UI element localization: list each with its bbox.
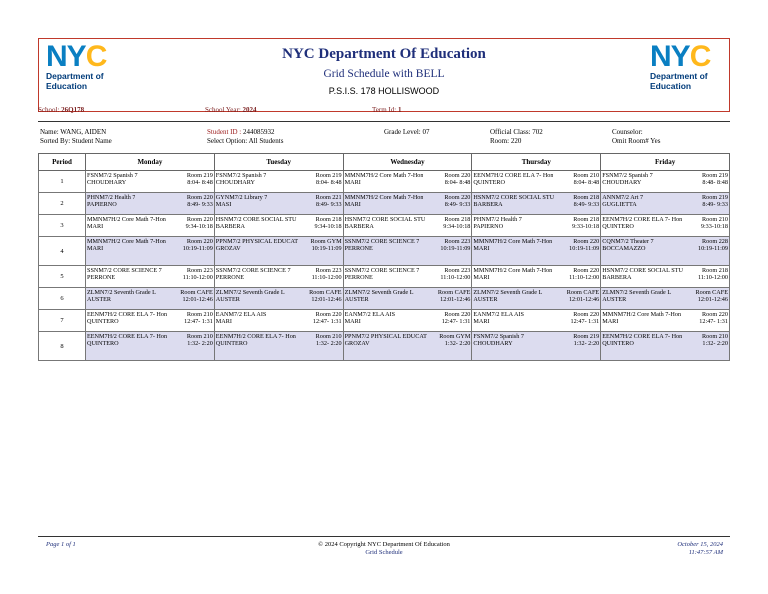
room-number: Room CAFE <box>437 289 471 296</box>
schedule-grid <box>38 153 730 361</box>
class-time: 12:47- 1:31 <box>699 318 728 326</box>
schedule-cell <box>472 310 601 332</box>
room-number: Room 223 <box>315 267 342 274</box>
omit-room-value: Yes <box>650 137 661 145</box>
select-option-value: All Students <box>248 137 284 145</box>
room-number: Room 220 <box>186 194 213 201</box>
schedule-cell <box>343 193 472 215</box>
room-number: Room 220 <box>573 238 600 245</box>
schedule-cell <box>601 266 730 288</box>
room-number: Room 219 <box>702 194 728 201</box>
teacher-name: BARBERA <box>602 274 632 282</box>
class-time: 8:49- 9:33 <box>573 201 600 209</box>
teacher-name: MARI <box>215 318 232 326</box>
teacher-name: MARI <box>87 223 104 231</box>
teacher-name: PERRONE <box>344 274 373 282</box>
teacher-name: QUINTERO <box>87 318 119 326</box>
class-time: 11:10-12:00 <box>182 274 213 282</box>
class-time: 11:10-12:00 <box>569 274 600 282</box>
schedule-cell <box>343 332 472 361</box>
course-name: MMNM7H/2 Core Math 7-Hon <box>87 238 166 245</box>
teacher-name: QUINTERO <box>602 223 634 231</box>
logo-text-line-1: Department of <box>650 71 708 81</box>
school-label: School: <box>38 106 60 114</box>
class-time: 12:47- 1:31 <box>184 318 213 326</box>
period-number: 5 <box>39 266 86 288</box>
period-number: 8 <box>39 332 86 361</box>
schedule-cell <box>214 215 343 237</box>
class-time: 9:33-10:18 <box>572 223 600 231</box>
room-number: Room 210 <box>702 333 728 340</box>
class-time: 12:01-12:46 <box>182 296 213 304</box>
teacher-name: BARBERA <box>344 223 374 231</box>
class-time: 10:19-11:09 <box>311 245 342 253</box>
teacher-name: GROZAV <box>215 245 241 253</box>
class-time: 9:34-10:18 <box>314 223 342 231</box>
teacher-name: AUSTER <box>602 296 627 304</box>
schedule-cell <box>214 332 343 361</box>
course-name: HSNM7/2 CORE SOCIAL STU <box>344 216 426 223</box>
room-number: Room 220 <box>315 311 342 318</box>
teacher-name: MARI <box>344 318 361 326</box>
term-value: 1 <box>397 106 402 114</box>
class-time: 1:32- 2:20 <box>444 340 471 348</box>
grade-block: Grade Level: 07 <box>384 128 430 136</box>
course-name: MMNM7H/2 Core Math 7-Hon <box>602 311 682 318</box>
teacher-name: PERRONE <box>215 274 244 282</box>
schedule-cell <box>472 288 601 310</box>
schedule-cell <box>472 215 601 237</box>
class-time: 1:32- 2:20 <box>187 340 213 348</box>
schedule-cell <box>86 266 215 288</box>
student-name-block: Name: WANG, AIDEN Sorted By: Student Name <box>40 128 112 145</box>
official-class-block: Official Class: 702 Room: 220 <box>490 128 543 145</box>
period-number: 1 <box>39 171 86 193</box>
room-number: Room 220 <box>573 311 600 318</box>
room-number: Room 223 <box>444 267 471 274</box>
teacher-name: MARI <box>602 318 619 326</box>
room-number: Room GYM <box>310 238 342 245</box>
teacher-name: GUGLIETTA <box>602 201 637 209</box>
class-time: 10:19-11:09 <box>182 245 213 253</box>
course-name: EENM7H/2 CORE ELA 7- Hon <box>215 333 296 340</box>
schedule-cell <box>343 171 472 193</box>
school-year-info <box>205 106 257 114</box>
room-number: Room CAFE <box>309 289 342 296</box>
teacher-name: PERRONE <box>87 274 116 282</box>
student-id-block: Student ID : 244085932 Select Option: All Students <box>207 128 284 145</box>
room-number: Room 220 <box>444 311 471 318</box>
schedule-cell <box>86 310 215 332</box>
logo-letters: NYC <box>46 40 107 73</box>
teacher-name: CHOUDHARY <box>87 179 127 187</box>
teacher-name: CHOUDHARY <box>602 179 642 187</box>
schedule-cell <box>86 193 215 215</box>
header-monday: Monday <box>86 154 215 171</box>
logo-text-line-1: Department of <box>46 71 104 81</box>
school-year-label: School Year: <box>205 106 241 114</box>
class-time: 1:32- 2:20 <box>702 340 728 348</box>
course-name: SSNM7/2 CORE SCIENCE 7 <box>344 238 420 245</box>
schedule-cell <box>343 266 472 288</box>
class-time: 12:47- 1:31 <box>570 318 600 326</box>
schedule-row <box>39 237 730 266</box>
class-time: 8:48- 8:48 <box>702 179 728 187</box>
header-tuesday: Tuesday <box>214 154 343 171</box>
class-time: 8:49- 9:33 <box>702 201 728 209</box>
course-name: SSNM7/2 CORE SCIENCE 7 <box>87 267 162 274</box>
schedule-cell <box>343 310 472 332</box>
report-name: Grid Schedule <box>365 549 403 556</box>
grid-header-row <box>39 154 730 171</box>
copyright-text: © 2024 Copyright NYC Department Of Education <box>318 541 450 548</box>
room-number: Room 218 <box>444 216 471 223</box>
schedule-cell <box>472 266 601 288</box>
report-subtitle: Grid Schedule with BELL <box>323 68 445 80</box>
teacher-name: AUSTER <box>473 296 498 304</box>
course-name: ZLMN7/2 Seventh Grade L <box>344 289 414 296</box>
teacher-name: MARI <box>344 179 361 187</box>
grade-level: 07 <box>422 128 430 136</box>
class-time: 11:10-12:00 <box>697 274 728 282</box>
course-name: EENM7H/2 CORE ELA 7- Hon <box>602 333 683 340</box>
room-number: Room 223 <box>186 267 213 274</box>
room-number: Room 220 <box>573 267 600 274</box>
course-name: PHNM7/2 Health 7 <box>473 216 522 223</box>
period-number: 3 <box>39 215 86 237</box>
schedule-row <box>39 193 730 215</box>
schedule-cell <box>86 288 215 310</box>
school-info <box>38 106 84 114</box>
room-number: Room 228 <box>702 238 728 245</box>
teacher-name: BARBERA <box>473 201 503 209</box>
course-name: EANM7/2 ELA AIS <box>215 311 267 318</box>
class-time: 12:01-12:46 <box>697 296 728 304</box>
course-name: HSNM7/2 CORE SOCIAL STU <box>215 216 297 223</box>
schedule-cell <box>472 332 601 361</box>
course-name: ZLMN7/2 Seventh Grade L <box>473 289 543 296</box>
class-time: 12:47- 1:31 <box>441 318 471 326</box>
room-number: Room 218 <box>573 216 600 223</box>
course-name: MMNM7H/2 Core Math 7-Hon <box>344 194 424 201</box>
teacher-name: BARBERA <box>215 223 246 231</box>
schedule-cell <box>601 193 730 215</box>
schedule-cell <box>214 266 343 288</box>
schedule-row <box>39 171 730 193</box>
student-id: 244085932 <box>242 128 275 136</box>
class-time: 12:47- 1:31 <box>312 318 342 326</box>
course-name: MMNM7H/2 Core Math 7-Hon <box>473 267 553 274</box>
schedule-cell <box>472 171 601 193</box>
schedule-cell <box>86 237 215 266</box>
class-time: 10:19-11:09 <box>697 245 728 253</box>
schedule-cell <box>343 215 472 237</box>
teacher-name: MARI <box>473 274 490 282</box>
course-name: MMNM7H/2 Core Math 7-Hon <box>87 216 166 223</box>
schedule-cell <box>601 237 730 266</box>
class-time: 10:19-11:09 <box>569 245 600 253</box>
sorted-by-value: Student Name <box>71 137 112 145</box>
class-time: 12:01-12:46 <box>568 296 600 304</box>
schedule-cell <box>86 171 215 193</box>
course-name: GYNM7/2 Library 7 <box>215 194 268 201</box>
schedule-cell <box>601 332 730 361</box>
schedule-cell <box>601 310 730 332</box>
room-number: Room 220 <box>186 238 213 245</box>
print-timestamp <box>677 541 723 557</box>
room-number: Room 220 <box>702 311 728 318</box>
teacher-name: MARI <box>473 318 490 326</box>
teacher-name: QUINTERO <box>473 179 506 187</box>
course-name: HSNM7/2 CORE SOCIAL STU <box>473 194 555 201</box>
teacher-name: BOCCAMAZZO <box>602 245 646 253</box>
room-number: Room 218 <box>315 216 342 223</box>
room-number: Room GYM <box>439 333 471 340</box>
room-number: Room 223 <box>444 238 471 245</box>
class-time: 8:49- 9:33 <box>315 201 342 209</box>
room-number: Room 210 <box>186 311 213 318</box>
school-year-value: 2024 <box>242 106 257 114</box>
schedule-cell <box>343 237 472 266</box>
teacher-name: QUINTERO <box>602 340 634 348</box>
room-number: Room 219 <box>573 333 600 340</box>
class-time: 9:33-10:18 <box>700 223 728 231</box>
logo-text-line-2: Education <box>46 81 88 91</box>
class-time: 12:01-12:46 <box>311 296 342 304</box>
teacher-name: AUSTER <box>344 296 369 304</box>
official-class: 702 <box>532 128 543 136</box>
footer-divider <box>38 536 730 537</box>
schedule-cell <box>601 171 730 193</box>
header-friday: Friday <box>601 154 730 171</box>
room-number: Room CAFE <box>695 289 728 296</box>
logo-text-line-2: Education <box>650 81 692 91</box>
teacher-name: MARI <box>344 201 361 209</box>
teacher-name: PAPIERNO <box>473 223 504 231</box>
room-number: Room 219 <box>702 172 728 179</box>
schedule-cell <box>472 193 601 215</box>
course-name: CQNM7/2 Theater 7 <box>602 238 654 245</box>
class-time: 8:04- 8:48 <box>315 179 342 187</box>
class-time: 1:32- 2:20 <box>315 340 342 348</box>
room-number: Room 220 <box>186 216 213 223</box>
class-time: 11:10-12:00 <box>311 274 342 282</box>
period-number: 4 <box>39 237 86 266</box>
course-name: EENM7H/2 CORE ELA 7- Hon <box>87 311 168 318</box>
header-thursday: Thursday <box>472 154 601 171</box>
course-name: MMNM7H/2 Core Math 7-Hon <box>473 238 553 245</box>
course-name: ZLMN7/2 Seventh Grade L <box>87 289 156 296</box>
teacher-name: MARI <box>87 245 104 253</box>
course-name: EENM7H/2 CORE ELA 7- Hon <box>473 172 554 179</box>
class-time: 11:10-12:00 <box>440 274 471 282</box>
course-name: ZLMN7/2 Seventh Grade L <box>215 289 285 296</box>
class-time: 1:32- 2:20 <box>573 340 600 348</box>
course-name: FSNM7/2 Spanish 7 <box>215 172 267 179</box>
room-number: Room CAFE <box>180 289 213 296</box>
room-number: Room 220 <box>444 172 471 179</box>
class-time: 10:19-11:09 <box>440 245 471 253</box>
room-number: Room 220 <box>444 194 471 201</box>
schedule-cell <box>214 288 343 310</box>
room-number: Room 210 <box>315 333 342 340</box>
print-date: October 15, 2024 <box>677 541 723 548</box>
header-wednesday: Wednesday <box>343 154 472 171</box>
period-number: 7 <box>39 310 86 332</box>
period-number: 6 <box>39 288 86 310</box>
print-time: 11:47:57 AM <box>688 549 723 556</box>
schedule-cell <box>214 237 343 266</box>
room-number: Room 218 <box>573 194 600 201</box>
teacher-name: AUSTER <box>87 296 112 304</box>
report-org-title: NYC Department Of Education <box>282 46 486 62</box>
course-name: EANM7/2 ELA AIS <box>473 311 524 318</box>
class-time: 12:01-12:46 <box>440 296 471 304</box>
course-name: FSNM7/2 Spanish 7 <box>87 172 138 179</box>
schedule-cell <box>601 215 730 237</box>
course-name: EANM7/2 ELA AIS <box>344 311 396 318</box>
course-name: EENM7H/2 CORE ELA 7- Hon <box>602 216 683 223</box>
course-name: HSNM7/2 CORE SOCIAL STU <box>602 267 683 274</box>
course-name: SSNM7/2 CORE SCIENCE 7 <box>344 267 420 274</box>
teacher-name: PERRONE <box>344 245 373 253</box>
student-name: WANG, AIDEN <box>60 128 107 136</box>
logo-letters: NYC <box>650 40 711 73</box>
room-number: Room 221 <box>315 194 342 201</box>
schedule-cell <box>343 288 472 310</box>
course-name: ZLMN7/2 Seventh Grade L <box>602 289 672 296</box>
schedule-row <box>39 288 730 310</box>
period-number: 2 <box>39 193 86 215</box>
page-number: Page 1 of 1 <box>46 541 76 548</box>
teacher-name: CHOUDHARY <box>473 340 513 348</box>
header-period: Period <box>39 154 86 171</box>
class-time: 8:04- 8:48 <box>444 179 471 187</box>
term-label: Term Id: <box>372 106 397 114</box>
course-name: SSNM7/2 CORE SCIENCE 7 <box>215 267 291 274</box>
school-value: 26Q178 <box>61 106 85 114</box>
teacher-name: CHOUDHARY <box>215 179 255 187</box>
course-name: MMNM7H/2 Core Math 7-Hon <box>344 172 424 179</box>
schedule-cell <box>214 171 343 193</box>
course-name: PPNM7/2 PHYSICAL EDUCAT <box>344 333 427 340</box>
school-code-line: P.S.I.S. 178 HOLLISWOOD <box>328 86 440 96</box>
class-time: 8:04- 8:48 <box>187 179 213 187</box>
homeroom: 220 <box>510 137 522 145</box>
schedule-row <box>39 266 730 288</box>
teacher-name: QUINTERO <box>87 340 119 348</box>
class-time: 8:49- 9:33 <box>187 201 213 209</box>
room-number: Room CAFE <box>566 289 600 296</box>
room-number: Room 210 <box>573 172 600 179</box>
teacher-name: PAPIERNO <box>87 201 117 209</box>
room-number: Room 219 <box>315 172 342 179</box>
teacher-name: AUSTER <box>215 296 240 304</box>
class-time: 8:04- 8:48 <box>573 179 600 187</box>
schedule-cell <box>214 310 343 332</box>
schedule-row <box>39 332 730 361</box>
course-name: ANNM7/2 Art 7 <box>602 194 644 201</box>
class-time: 9:34-10:18 <box>185 223 213 231</box>
schedule-cell <box>86 332 215 361</box>
schedule-row <box>39 215 730 237</box>
room-number: Room 219 <box>186 172 213 179</box>
teacher-name: QUINTERO <box>215 340 248 348</box>
course-name: PPNM7/2 PHYSICAL EDUCAT <box>215 238 299 245</box>
schedule-cell <box>601 288 730 310</box>
course-name: FSNM7/2 Spanish 7 <box>473 333 524 340</box>
class-time: 8:49- 9:33 <box>444 201 471 209</box>
schedule-cell <box>214 193 343 215</box>
room-number: Room 210 <box>702 216 728 223</box>
counselor-block: Counselor: Omit Room# Yes <box>612 128 661 145</box>
room-number: Room 218 <box>702 267 728 274</box>
schedule-cell <box>472 237 601 266</box>
schedule-cell <box>86 215 215 237</box>
teacher-name: MASI <box>215 201 232 209</box>
course-name: EENM7H/2 CORE ELA 7- Hon <box>87 333 168 340</box>
course-name: PHNM7/2 Health 7 <box>87 194 136 201</box>
class-time: 9:34-10:18 <box>443 223 471 231</box>
teacher-name: GROZAV <box>344 340 370 348</box>
teacher-name: MARI <box>473 245 490 253</box>
schedule-row <box>39 310 730 332</box>
divider <box>38 121 730 122</box>
room-number: Room 210 <box>186 333 213 340</box>
course-name: FSNM7/2 Spanish 7 <box>602 172 653 179</box>
term-info <box>372 106 401 114</box>
footer-center <box>0 541 768 557</box>
